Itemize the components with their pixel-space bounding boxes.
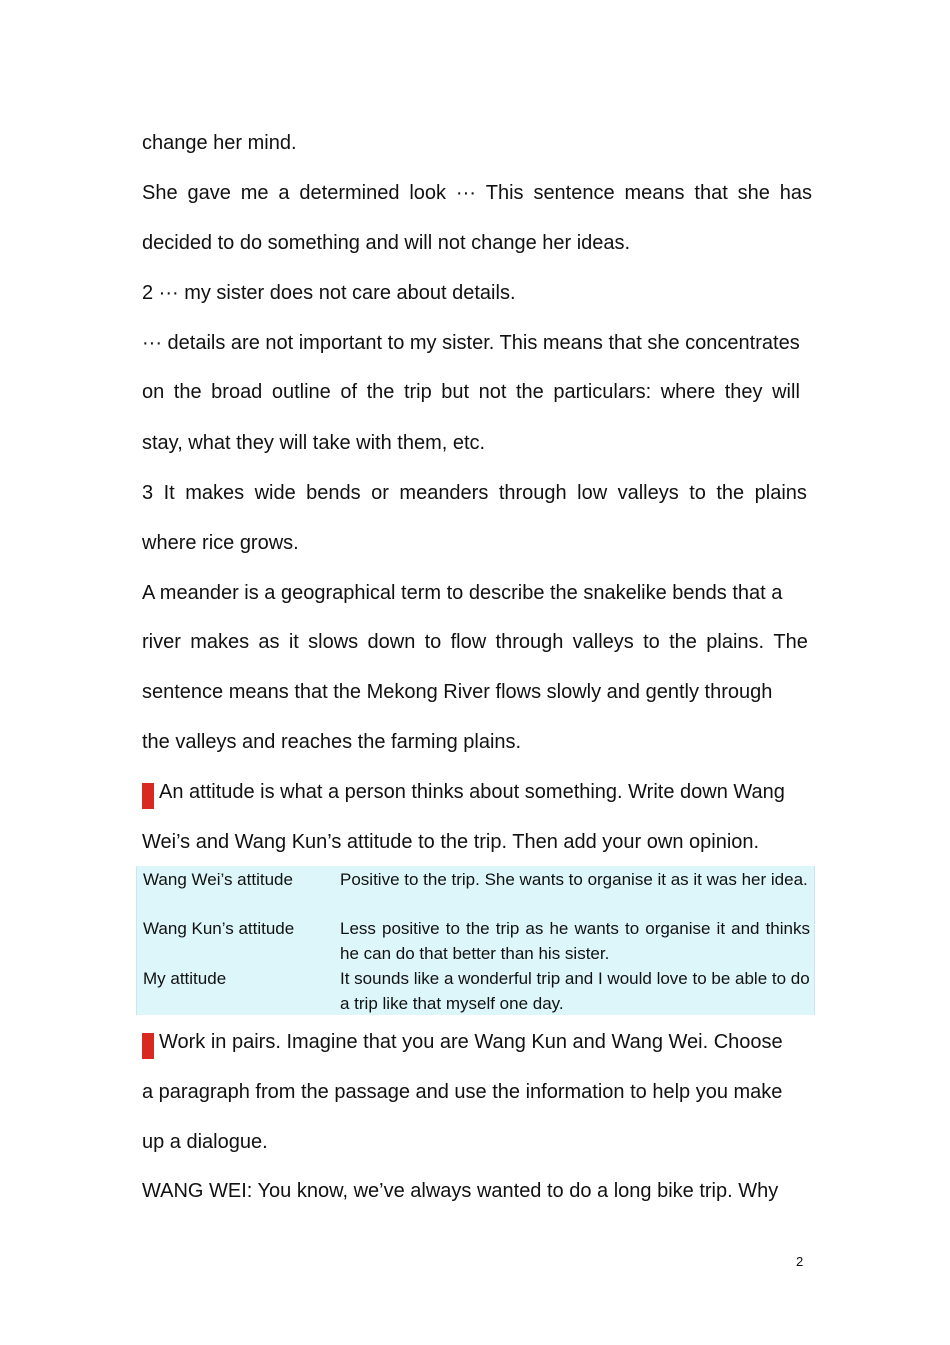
text-word: on — [142, 381, 165, 403]
text-word: broad — [211, 381, 263, 403]
exercise-number-badge: 4 — [142, 1035, 154, 1057]
text-line-13: the valleys and reaches the farming plains. — [142, 731, 522, 753]
text-word: but — [441, 381, 470, 403]
exercise-3-instruction: An attitude is what a person thinks about something. Write down Wang — [159, 781, 785, 803]
text-word: ··· — [455, 182, 476, 204]
text-word: has — [779, 182, 812, 204]
text-word: me — [240, 182, 269, 204]
text-word: 3 — [142, 482, 154, 504]
exercise-number-badge: 3 — [142, 785, 154, 807]
text-word: It — [163, 482, 175, 504]
text-word: gave — [187, 182, 231, 204]
text-word: she — [737, 182, 770, 204]
text-word: the — [716, 482, 745, 504]
table-row-value: Less positive to the trip as he wants to organise it and thinks he can do that better than his sister. — [340, 919, 810, 963]
text-line-8 — [142, 481, 807, 505]
text-line-3: decided to do something and will not change her ideas. — [142, 232, 631, 254]
text-word: down — [367, 631, 416, 653]
table-row-value: Positive to the trip. She wants to organise it as it was her idea. — [340, 870, 808, 889]
text-line-2 — [142, 181, 812, 205]
exercise-4-line — [142, 1030, 832, 1059]
text-word: determined — [299, 182, 400, 204]
text-word: The — [773, 631, 808, 653]
text-word: valleys — [617, 482, 679, 504]
text-line-15: Wei’s and Wang Kun’s attitude to the trip. Then add your own opinion. — [142, 831, 760, 853]
exercise-3-line — [142, 780, 832, 809]
table-row-label: My attitude — [143, 969, 227, 988]
text-word: river — [142, 631, 181, 653]
text-line-12: sentence means that the Mekong River flows slowly and gently through — [142, 681, 773, 703]
text-word: She — [142, 182, 178, 204]
text-word: wide — [254, 482, 296, 504]
text-word: to — [643, 631, 660, 653]
table-row-label: Wang Kun’s attitude — [143, 919, 295, 938]
text-word: sentence — [533, 182, 615, 204]
text-word: trip — [403, 381, 432, 403]
text-word: through — [495, 631, 564, 653]
text-word: plains — [754, 482, 807, 504]
text-word: the — [366, 381, 395, 403]
text-word: low — [577, 482, 608, 504]
text-word: not — [478, 381, 507, 403]
text-word: the — [669, 631, 697, 653]
text-word: plains. — [706, 631, 765, 653]
text-line-18: up a dialogue. — [142, 1131, 268, 1153]
text-word: makes — [185, 482, 245, 504]
page-number: 2 — [796, 1254, 804, 1269]
text-line-9: where rice grows. — [142, 532, 299, 554]
text-word: to — [689, 482, 706, 504]
text-word: outline — [271, 381, 331, 403]
text-word: a — [278, 182, 290, 204]
text-word: makes — [190, 631, 250, 653]
text-word: particulars: — [553, 381, 652, 403]
text-word: to — [424, 631, 442, 653]
text-word: means — [624, 182, 685, 204]
text-word: through — [498, 482, 567, 504]
text-line-5: ··· details are not important to my sister. This means that she concentrates — [142, 332, 800, 354]
text-line-19: WANG WEI: You know, we’ve always wanted to do a long bike trip. Why — [142, 1180, 779, 1202]
text-word: as — [258, 631, 280, 653]
text-word: of — [340, 381, 358, 403]
text-line-1: change her mind. — [142, 132, 297, 154]
text-word: meanders — [399, 482, 489, 504]
text-word: bends — [306, 482, 361, 504]
attitude-table — [136, 866, 815, 1015]
text-word: that — [694, 182, 728, 204]
text-word: or — [371, 482, 389, 504]
text-word: look — [409, 182, 447, 204]
text-word: the — [173, 381, 202, 403]
text-line-11 — [142, 630, 808, 654]
text-word: it — [288, 631, 299, 653]
text-word: will — [772, 381, 800, 403]
text-line-7: stay, what they will take with them, etc. — [142, 432, 486, 454]
text-word: they — [724, 381, 763, 403]
text-word: slows — [308, 631, 359, 653]
text-line-6 — [142, 380, 800, 404]
exercise-4-instruction: Work in pairs. Imagine that you are Wang Kun and Wang Wei. Choose — [159, 1031, 783, 1053]
table-row-label: Wang Wei’s attitude — [143, 870, 293, 889]
text-word: the — [516, 381, 544, 403]
text-word: This — [485, 182, 524, 204]
table-row-value: It sounds like a wonderful trip and I would love to be able to do a trip like that myself one day. — [340, 969, 810, 1013]
text-word: where — [660, 381, 716, 403]
text-word: valleys — [572, 631, 634, 653]
text-line-4: 2 ··· my sister does not care about details. — [142, 282, 516, 304]
text-word: flow — [450, 631, 487, 653]
text-line-10: A meander is a geographical term to describe the snakelike bends that a — [142, 582, 783, 604]
text-line-17: a paragraph from the passage and use the information to help you make — [142, 1081, 783, 1103]
